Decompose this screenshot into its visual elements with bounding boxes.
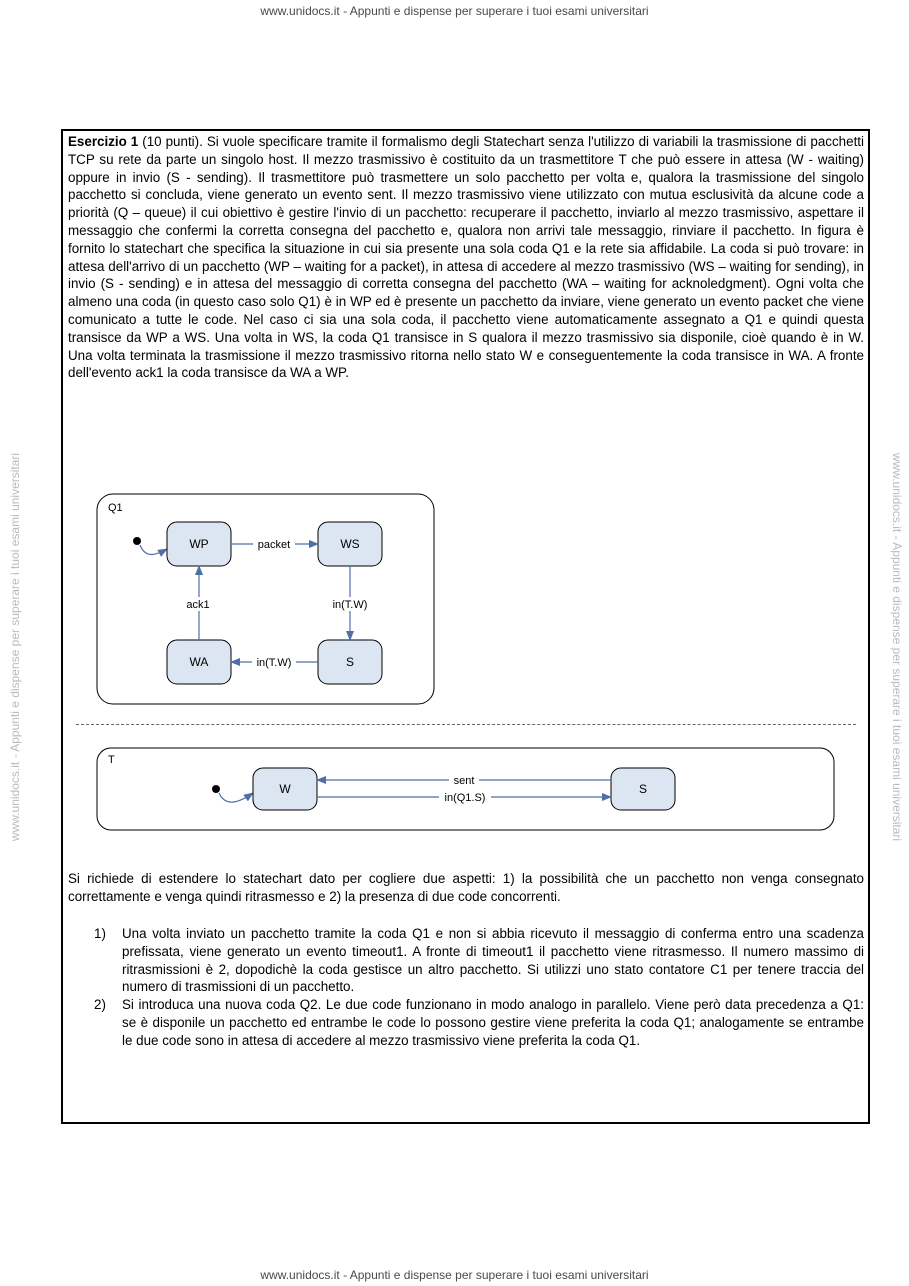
q1-state-wa-label: WA [189,655,209,669]
requirements-list [68,925,864,1050]
exercise-intro-text: (10 punti). Si vuole specificare tramite il formalismo degli Statechart senza l'utilizzo di variabili la trasmissione di pacchetti TCP su rete da parte un singolo host. Il mezzo trasmissivo è costituito da un trasmettitore T che può essere in attesa (W - waiting) oppure in invio (S - sending). Il trasmettitore può trasmettere un solo pacchetto per volta e, qualora la trasmissione del singolo pacchetto si concluda, viene generato un evento sent. Il mezzo trasmissivo viene utilizzato con mutua esclusività da alcune code a priorità (Q – queue) il cui obiettivo è gestire l'invio di un pacchetto: recuperare il pacchetto, inviarlo al mezzo trasmissivo, aspettare il messaggio che confermi la corretta consegna del pacchetto e, qualora non arrivi tale messaggio, rinviare il pacchetto. In figura è fornito lo statechart che specifica la situazione in cui sia presente una sola coda Q1 e la rete sia affidabile. La coda si può trovare: in attesa dell'arrivo di un pacchetto (WP – waiting for a packet), in attesa di accedere al mezzo trasmissivo (WS – waiting for sending), in invio (S - sending) e in attesa del messaggio di corretta consegna del pacchetto (WA – waiting for acknoledgment). Ogni volta che almeno una coda (in questo caso solo Q1) è in WP ed è presente un pacchetto da inviare, viene generato un evento packet che viene comunicato a tutte le code. Nel caso ci sia una sola coda, il pacchetto viene automaticamente assegnato a Q1 e quindi questa transisce da WP a WS. Una volta in WS, la coda Q1 transisce in S qualora il mezzo trasmissivo sia disponile, cioè quando è in W. Una volta terminata la trasmissione il mezzo trasmissivo ritorna nello stato W e conseguentemente la coda transisce in WA. A fronte dell'evento ack1 la coda transisce da WA a WP. [68,134,864,381]
t-label-sent: sent [453,775,475,787]
exercise-request: Si richiede di estendere lo statechart dato per cogliere due aspetti: 1) la possibilità che un pacchetto non venga consegnato correttamente e venga quindi ritrasmesso e 2) la presenza di due code concorrenti. [68,871,864,904]
exercise-title: Esercizio 1 [68,134,139,149]
q1-state-s-label: S [345,655,355,669]
q1-superstate [97,494,434,704]
watermark-side-right: www.unidocs.it - Appunti e dispense per superare i tuoi esami universitari [890,452,904,842]
t-state-s-label: S [638,782,648,796]
t-superstate-label: T [108,754,115,766]
q1-label-ack1: ack1 [186,599,210,611]
t-superstate [97,748,834,830]
q1-label-ws-s: in(T.W) [332,599,368,611]
q1-state-wp-label: WP [189,537,209,551]
watermark-footer: www.unidocs.it - Appunti e dispense per superare i tuoi esami universitari [260,1268,649,1282]
list-item-number: 2) [94,997,106,1013]
t-state-w-label: W [279,782,291,796]
q1-state-ws-label: WS [340,537,360,551]
t-label-in-q1s: in(Q1.S) [444,792,486,804]
diagram-separator [76,724,856,725]
watermark-side-left: www.unidocs.it - Appunti e dispense per superare i tuoi esami universitari [8,452,22,842]
list-item-number: 1) [94,926,106,941]
q1-label-s-wa: in(T.W) [256,657,292,669]
watermark-header: www.unidocs.it - Appunti e dispense per superare i tuoi esami universitari [260,4,649,18]
list-item-text: Si introduca una nuova coda Q2. Le due code funzionano in modo analogo in parallelo. Viene però data precedenza a Q1: se è disponile un pacchetto ed entrambe le code lo possono gestire viene preferita la coda Q1; analogamente se entrambe le due code sono in attesa di accedere al mezzo trasmissivo viene preferita la coda Q1. [122,997,864,1048]
t-initial-dot [212,785,220,793]
list-item [68,996,864,1049]
q1-label-packet: packet [257,539,291,551]
list-item-text: Una volta inviato un pacchetto tramite la coda Q1 e non si abbia ricevuto il messaggio di conferma entro una scadenza prefissata, viene generato un evento timeout1. A fronte di timeout1 il pacchetto viene ritrasmesso. Il numero massimo di ritrasmissioni è 2, dopodichè la coda gestisce un altro pacchetto. Si utilizzi uno stato contatore C1 per tenere traccia del numero di trasmissioni di un pacchetto. [122,926,864,995]
q1-initial-dot [133,537,141,545]
list-item [68,925,864,996]
q1-superstate-label: Q1 [108,502,123,514]
